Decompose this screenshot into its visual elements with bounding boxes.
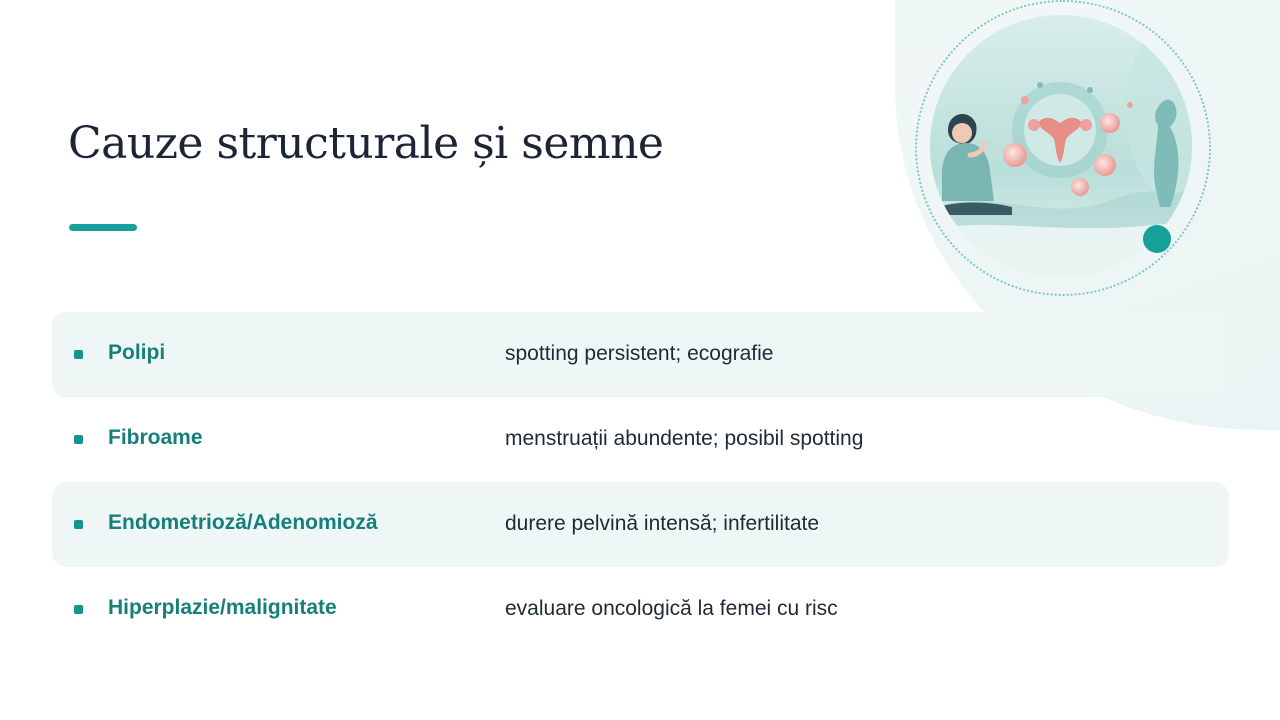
causes-list xyxy=(52,312,1229,652)
cause-term: Endometrioză/Adenomioză xyxy=(108,511,378,534)
list-item xyxy=(52,482,1229,567)
list-item xyxy=(52,312,1229,397)
cause-description: spotting persistent; ecografie xyxy=(505,342,774,365)
title-accent-bar xyxy=(69,224,137,231)
cause-term: Polipi xyxy=(108,341,166,364)
cause-description: evaluare oncologică la femei cu risc xyxy=(505,597,838,620)
bullet-icon xyxy=(74,350,83,359)
accent-dot xyxy=(1143,225,1171,253)
cause-description: menstruații abundente; posibil spotting xyxy=(505,427,864,450)
bullet-icon xyxy=(74,435,83,444)
cause-term: Fibroame xyxy=(108,426,203,449)
slide-title: Cauze structurale și semne xyxy=(68,118,664,169)
list-item xyxy=(52,567,1229,652)
cause-term: Hiperplazie/malignitate xyxy=(108,596,337,619)
cause-description: durere pelvină intensă; infertilitate xyxy=(505,512,820,535)
list-item xyxy=(52,397,1229,482)
bullet-icon xyxy=(74,605,83,614)
bullet-icon xyxy=(74,520,83,529)
